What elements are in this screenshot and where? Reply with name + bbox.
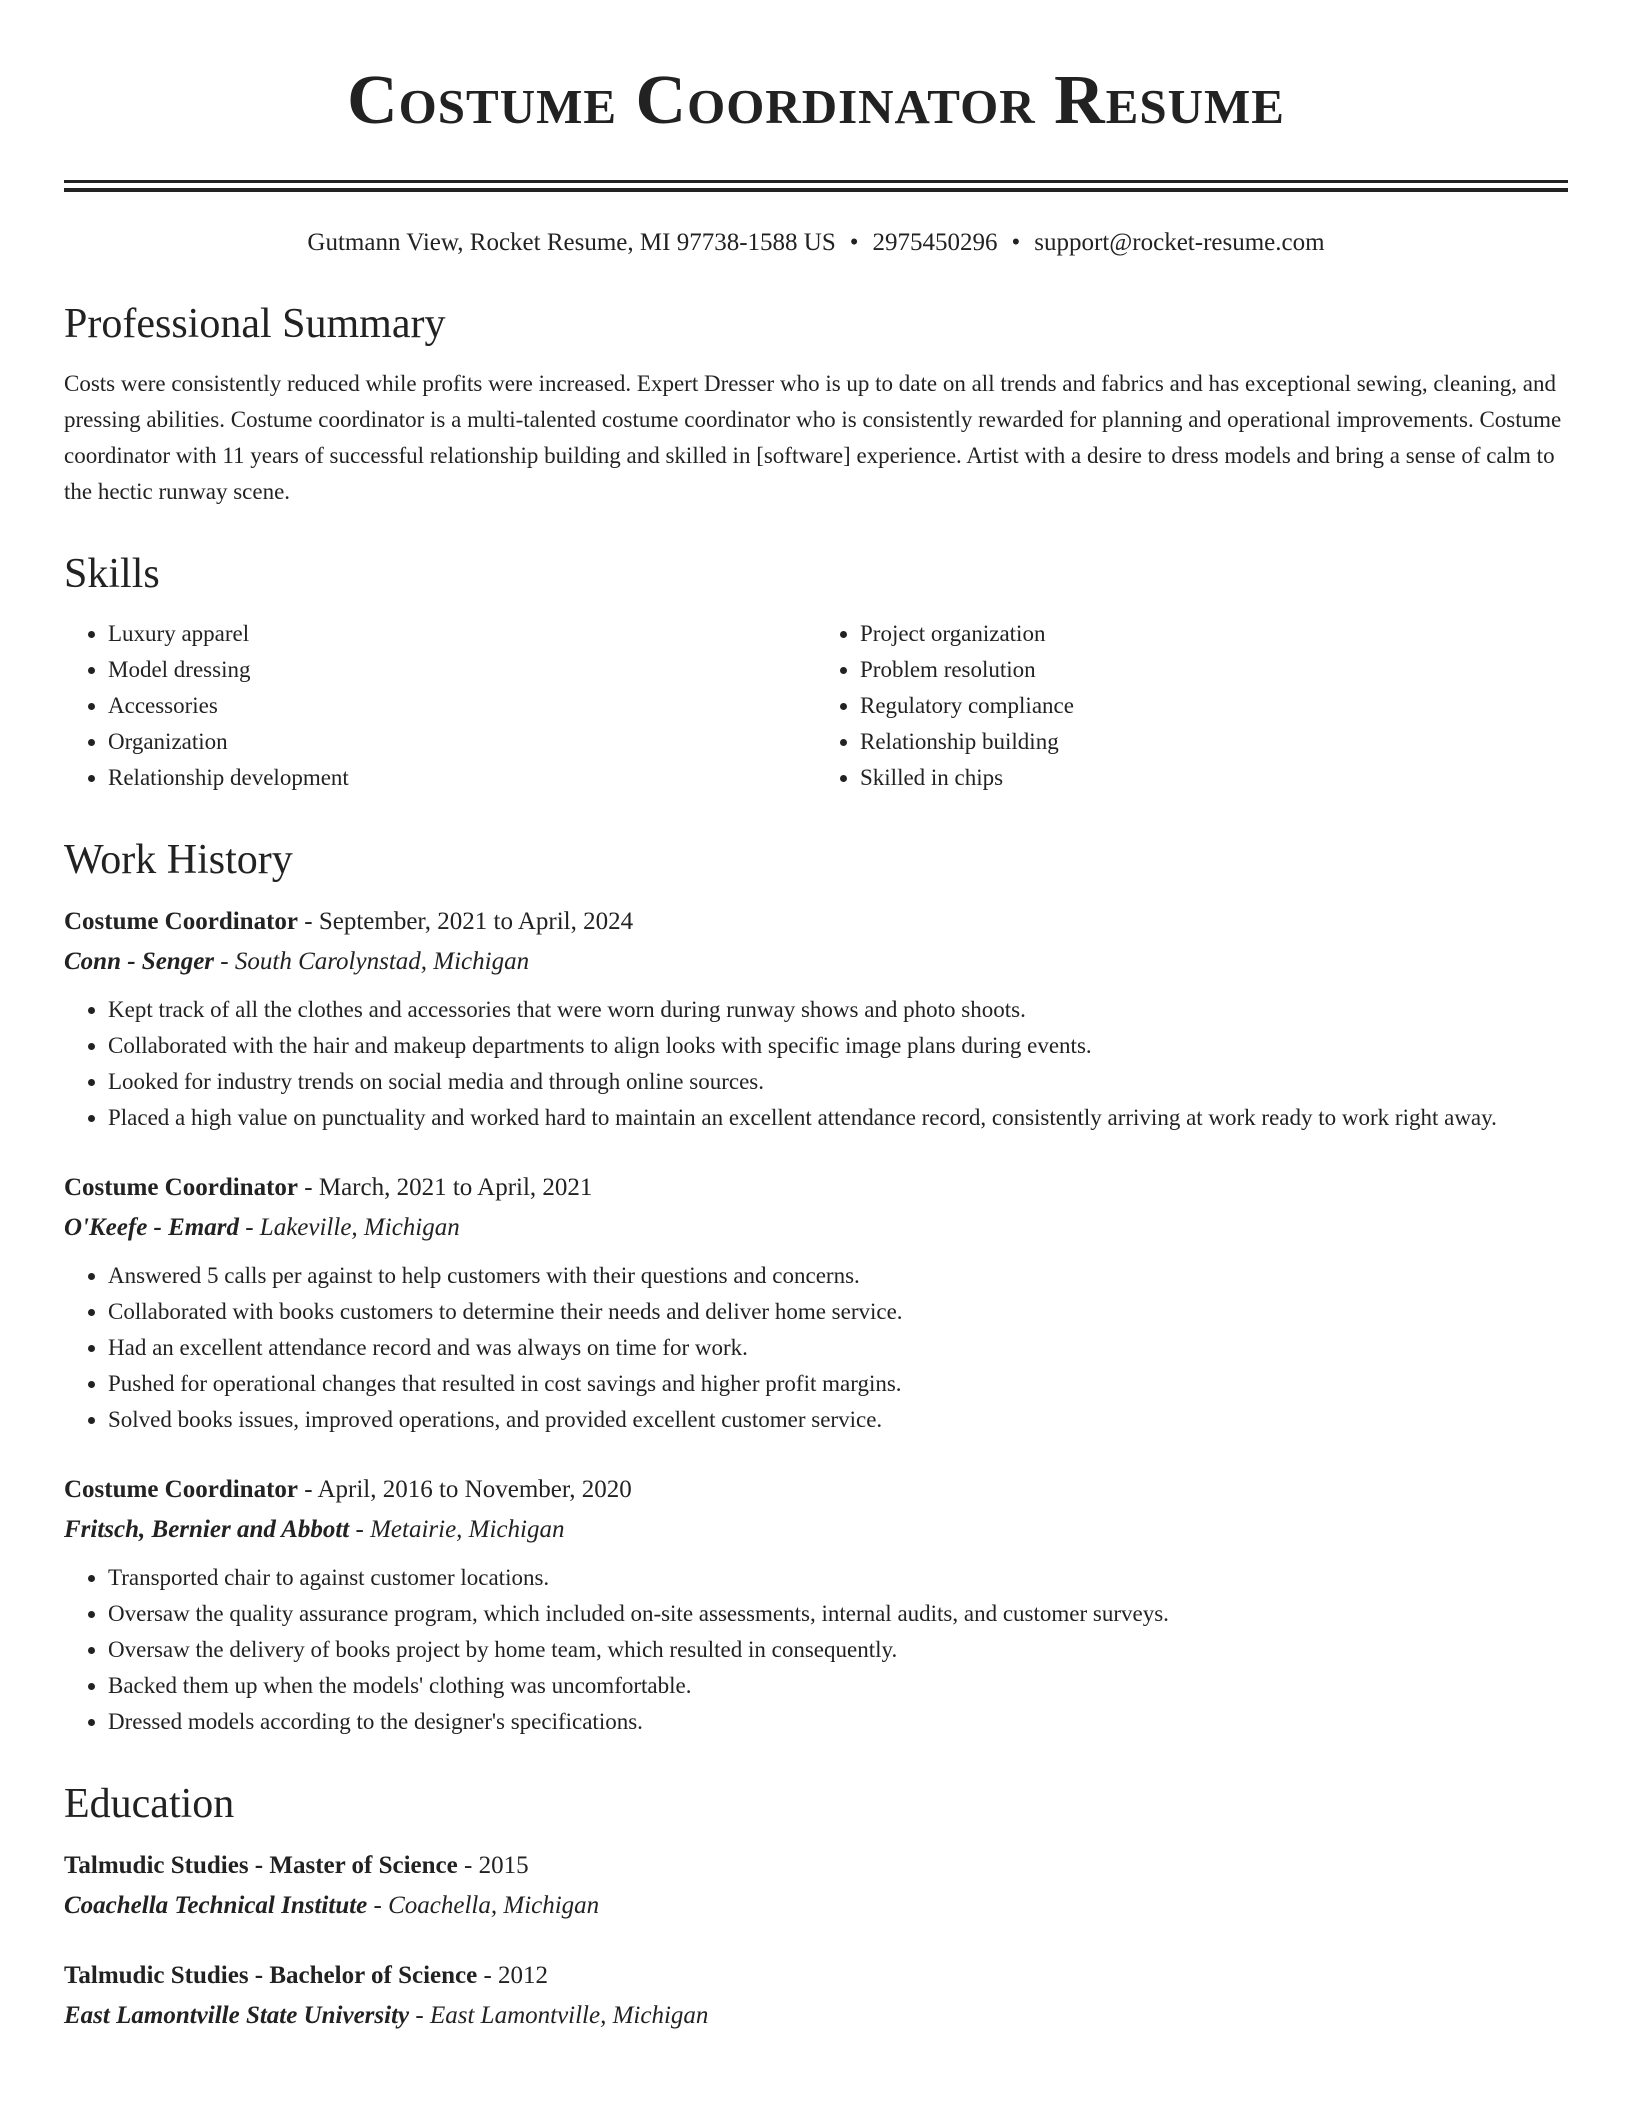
dash: -: [214, 948, 235, 975]
education-entry: [64, 1956, 1568, 2036]
education-school: East Lamontville State University: [64, 2002, 410, 2029]
job-title: Costume Coordinator: [64, 1476, 299, 1503]
contact-email: support@rocket-resume.com: [1034, 229, 1325, 256]
job-title: Costume Coordinator: [64, 1174, 299, 1201]
skill-item: • Accessories: [108, 688, 816, 724]
job-bullet: • Dressed models according to the designer's specifications.: [108, 1704, 1568, 1740]
education-school-line: [64, 1996, 1568, 2036]
education-heading: Education: [64, 1781, 235, 1827]
job-entry: [64, 1470, 1568, 1740]
dash: -: [298, 1476, 318, 1503]
job-location: South Carolynstad, Michigan: [234, 948, 530, 975]
dash: -: [238, 1214, 260, 1241]
contact-line: [64, 226, 1568, 260]
education-year: 2015: [478, 1852, 529, 1879]
education-header: [64, 1956, 1568, 1996]
skills-list: [64, 616, 1568, 796]
job-header: [64, 902, 1568, 942]
job-employer: [64, 942, 1568, 982]
job-entry: [64, 902, 1568, 1136]
skills-heading: Skills: [64, 551, 160, 597]
job-dates: March, 2021 to April, 2021: [318, 1174, 593, 1201]
dash: -: [298, 1174, 319, 1201]
summary-heading: Professional Summary: [64, 301, 446, 347]
job-company: Fritsch, Bernier and Abbott: [64, 1516, 350, 1543]
title-double-rule: [64, 180, 1568, 192]
job-bullet: • Oversaw the quality assurance program, which included on-site assessments, internal audits, and customer surveys.: [108, 1596, 1568, 1632]
education-header: [64, 1846, 1568, 1886]
job-bullet: • Placed a high value on punctuality and worked hard to maintain an excellent attendance record, consistently arriving at work ready to work right away.: [108, 1100, 1568, 1136]
job-company: O'Keefe - Emard: [64, 1214, 239, 1241]
dash: -: [409, 2002, 430, 2029]
skill-item: • Problem resolution: [860, 652, 1568, 688]
skill-item: • Organization: [108, 724, 816, 760]
work-history-heading: Work History: [64, 837, 293, 883]
dash: -: [477, 1962, 499, 1989]
job-company: Conn - Senger: [64, 948, 215, 975]
skill-item: • Regulatory compliance: [860, 688, 1568, 724]
job-bullet: • Collaborated with the hair and makeup departments to align looks with specific image plans during events.: [108, 1028, 1568, 1064]
job-header: [64, 1470, 1568, 1510]
job-bullet: • Transported chair to against customer locations.: [108, 1560, 1568, 1596]
education-school-line: [64, 1886, 1568, 1926]
dash: -: [367, 1892, 389, 1919]
skill-item: • Skilled in chips: [860, 760, 1568, 796]
skill-item: • Project organization: [860, 616, 1568, 652]
job-bullets: [64, 1258, 1568, 1438]
job-entry: [64, 1168, 1568, 1438]
job-location: Metairie, Michigan: [370, 1516, 565, 1543]
job-bullet: • Solved books issues, improved operations, and provided excellent customer service.: [108, 1402, 1568, 1438]
contact-separator: •: [1011, 229, 1021, 256]
job-employer: [64, 1208, 1568, 1248]
job-title: Costume Coordinator: [64, 908, 299, 935]
summary-text: Costs were consistently reduced while profits were increased. Expert Dresser who is up to date on all trends and fabrics and has exceptional sewing, cleaning, and pressing abilities. Costume coordinator is a multi-talented costume coordinator who is consistently rewarded for planning and operational improvements. Costume coordinator with 11 years of successful relationship building and skilled in [software] experience. Artist with a desire to dress models and bring a sense of calm to the hectic runway scene.: [64, 371, 1562, 504]
skills-column-left: [64, 616, 816, 796]
job-dates: April, 2016 to November, 2020: [317, 1476, 632, 1503]
contact-address: Gutmann View, Rocket Resume, MI 97738-1588 US: [307, 229, 836, 256]
job-header: [64, 1168, 1568, 1208]
education-entry: [64, 1846, 1568, 1926]
education-location: Coachella, Michigan: [388, 1892, 600, 1919]
skill-item: • Model dressing: [108, 652, 816, 688]
job-bullets: [64, 992, 1568, 1136]
dash: -: [457, 1852, 479, 1879]
skills-column-right: [816, 616, 1568, 796]
education-degree: Talmudic Studies - Bachelor of Science: [64, 1962, 478, 1989]
resume-title: Costume Coordinator Resume: [347, 62, 1285, 139]
job-bullet: • Oversaw the delivery of books project by home team, which resulted in consequently.: [108, 1632, 1568, 1668]
job-bullet: • Looked for industry trends on social media and through online sources.: [108, 1064, 1568, 1100]
dash: -: [298, 908, 319, 935]
education-school: Coachella Technical Institute: [64, 1892, 368, 1919]
job-bullets: [64, 1560, 1568, 1740]
job-bullet: • Answered 5 calls per against to help customers with their questions and concerns.: [108, 1258, 1568, 1294]
education-year: 2012: [498, 1962, 549, 1989]
job-employer: [64, 1510, 1568, 1550]
job-bullet: • Pushed for operational changes that resulted in cost savings and higher profit margins.: [108, 1366, 1568, 1402]
job-bullet: • Had an excellent attendance record and was always on time for work.: [108, 1330, 1568, 1366]
contact-phone: 2975450296: [872, 229, 998, 256]
dash: -: [349, 1516, 371, 1543]
skill-item: • Relationship development: [108, 760, 816, 796]
job-bullet: • Kept track of all the clothes and accessories that were worn during runway shows and photo shoots.: [108, 992, 1568, 1028]
job-location: Lakeville, Michigan: [259, 1214, 460, 1241]
education-degree: Talmudic Studies - Master of Science: [64, 1852, 458, 1879]
skill-item: • Luxury apparel: [108, 616, 816, 652]
contact-separator: •: [849, 229, 859, 256]
job-bullet: • Backed them up when the models' clothing was uncomfortable.: [108, 1668, 1568, 1704]
education-location: East Lamontville, Michigan: [429, 2002, 709, 2029]
skill-item: • Relationship building: [860, 724, 1568, 760]
job-dates: September, 2021 to April, 2024: [318, 908, 634, 935]
job-bullet: • Collaborated with books customers to determine their needs and deliver home service.: [108, 1294, 1568, 1330]
